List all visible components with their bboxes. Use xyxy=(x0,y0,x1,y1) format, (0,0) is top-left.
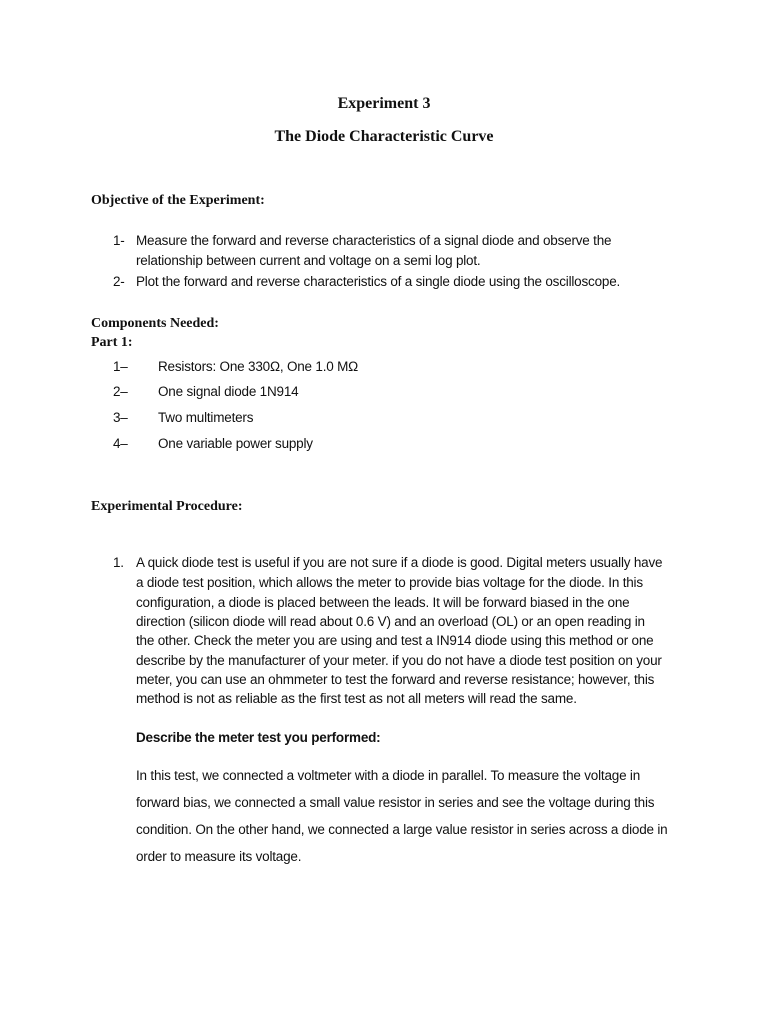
component-item-number: 3– xyxy=(113,410,128,425)
component-item xyxy=(0,436,768,456)
component-item-number: 1– xyxy=(113,359,128,374)
components-heading: Components Needed: xyxy=(91,316,219,331)
answer-line: forward bias, we connected a small value resistor in series and see the voltage during this xyxy=(136,795,655,810)
procedure-line: method is not as reliable as the first test as not all meters will read the same. xyxy=(136,691,577,706)
component-item-text: Two multimeters xyxy=(158,410,254,425)
objective-item-2-text: Plot the forward and reverse characteristics of a single diode using the oscilloscope. xyxy=(136,274,621,289)
page-subtitle: The Diode Characteristic Curve xyxy=(274,128,494,145)
procedure-step-number: 1. xyxy=(113,555,124,570)
component-item-text: One variable power supply xyxy=(158,436,313,451)
part-label: Part 1: xyxy=(91,335,133,350)
component-item-text: One signal diode 1N914 xyxy=(158,384,299,399)
answer-line: order to measure its voltage. xyxy=(136,849,302,864)
answer-line: condition. On the other hand, we connected a large value resistor in series across a diode in xyxy=(136,822,668,837)
procedure-line: meter, you can use an ohmmeter to test the forward and reverse resistance; however, this xyxy=(136,672,655,687)
component-item-number: 4– xyxy=(113,436,128,451)
procedure-line: direction (silicon diode will read about 0.6 V) and an overload (OL) or an open reading in xyxy=(136,614,645,629)
procedure-line: a diode test position, which allows the meter to provide bias voltage for the diode. In this xyxy=(136,575,643,590)
describe-test-heading: Describe the meter test you performed: xyxy=(136,730,381,745)
procedure-heading: Experimental Procedure: xyxy=(91,499,243,514)
procedure-line: A quick diode test is useful if you are not sure if a diode is good. Digital meters usually have xyxy=(136,555,663,570)
answer-line: In this test, we connected a voltmeter with a diode in parallel. To measure the voltage in xyxy=(136,768,641,783)
procedure-line: configuration, a diode is placed between the leads. It will be forward biased in the one xyxy=(136,595,630,610)
component-item-number: 2– xyxy=(113,384,128,399)
component-item xyxy=(0,410,768,430)
component-item-text: Resistors: One 330Ω, One 1.0 MΩ xyxy=(158,359,359,374)
procedure-line: describe by the manufacturer of your meter. if you do not have a diode test position on your xyxy=(136,653,662,668)
objective-heading: Objective of the Experiment: xyxy=(91,193,265,208)
objective-item-1-line-1: Measure the forward and reverse characteristics of a signal diode and observe the xyxy=(136,233,612,248)
page-title: Experiment 3 xyxy=(337,95,431,112)
component-item xyxy=(0,359,768,379)
component-item xyxy=(0,384,768,404)
procedure-line: the other. Check the meter you are using and test a IN914 diode using this method or one xyxy=(136,633,654,648)
objective-item-2-number: 2- xyxy=(113,274,125,289)
objective-item-1-number: 1- xyxy=(113,233,125,248)
objective-item-1-line-2: relationship between current and voltage on a semi log plot. xyxy=(136,253,481,268)
